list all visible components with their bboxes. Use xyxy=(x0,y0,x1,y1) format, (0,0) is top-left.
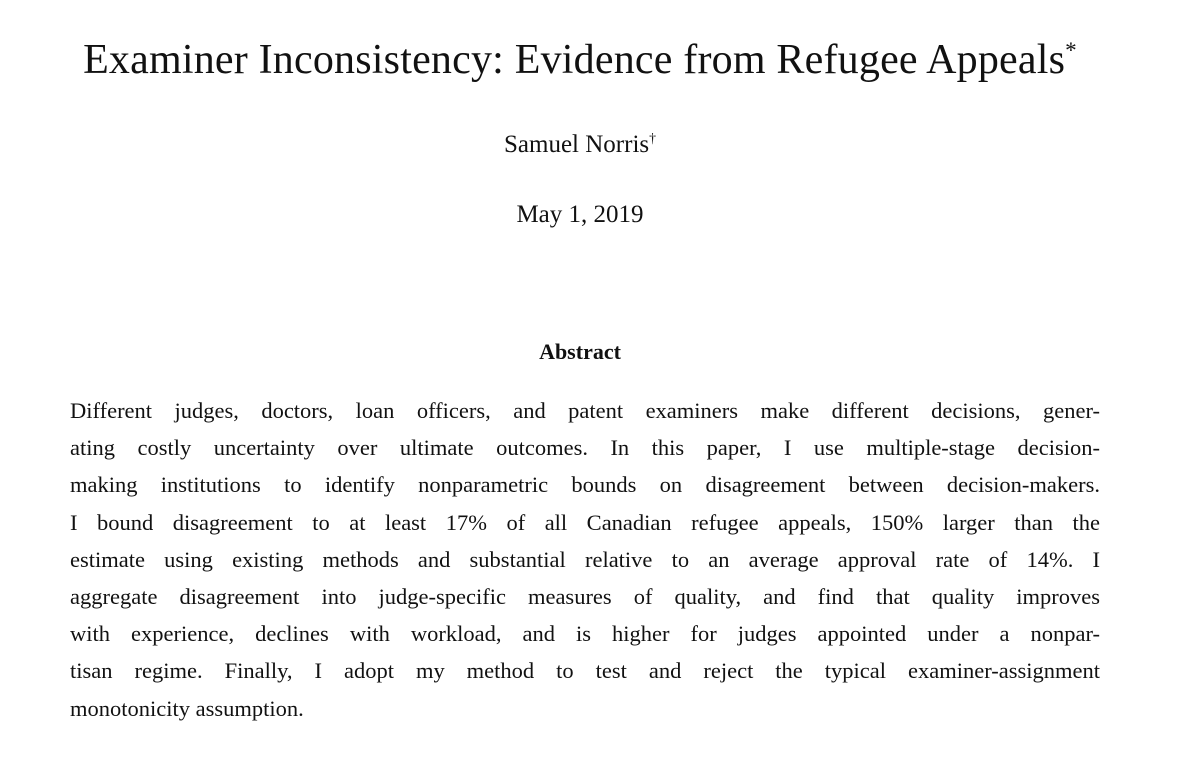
abstract-line: with experience, declines with workload, and is higher for judges appointed under a nonpar- xyxy=(70,621,1100,647)
abstract-line: aggregate disagreement into judge-specific measures of quality, and find that quality improves xyxy=(70,583,1100,609)
paper-title-text: Examiner Inconsistency: Evidence from Refugee Appeals xyxy=(83,37,1066,83)
abstract-heading: Abstract xyxy=(539,339,621,364)
title-footnote-mark: * xyxy=(1065,37,1077,63)
abstract-line: estimate using existing methods and substantial relative to an average approval rate of 14%. I xyxy=(70,546,1100,572)
abstract-line: ating costly uncertainty over ultimate outcomes. In this paper, I use multiple-stage decision- xyxy=(70,435,1100,461)
abstract-line: tisan regime. Finally, I adopt my method to test and reject the typical examiner-assignment xyxy=(70,658,1100,684)
abstract-line: Different judges, doctors, loan officers, and patent examiners make different decisions, gener- xyxy=(70,398,1100,423)
paper-title xyxy=(0,36,1160,84)
author-name: Samuel Norris xyxy=(504,131,650,158)
abstract-line: I bound disagreement to at least 17% of all Canadian refugee appeals, 150% larger than the xyxy=(70,509,1100,535)
paper-date: May 1, 2019 xyxy=(516,201,644,228)
abstract-line: monotonicity assumption. xyxy=(70,695,304,721)
author-line xyxy=(0,131,1160,159)
abstract-line: making institutions to identify nonparametric bounds on disagreement between decision-makers. xyxy=(70,472,1100,498)
author-footnote-mark: † xyxy=(649,130,656,146)
abstract-body xyxy=(70,392,1100,727)
